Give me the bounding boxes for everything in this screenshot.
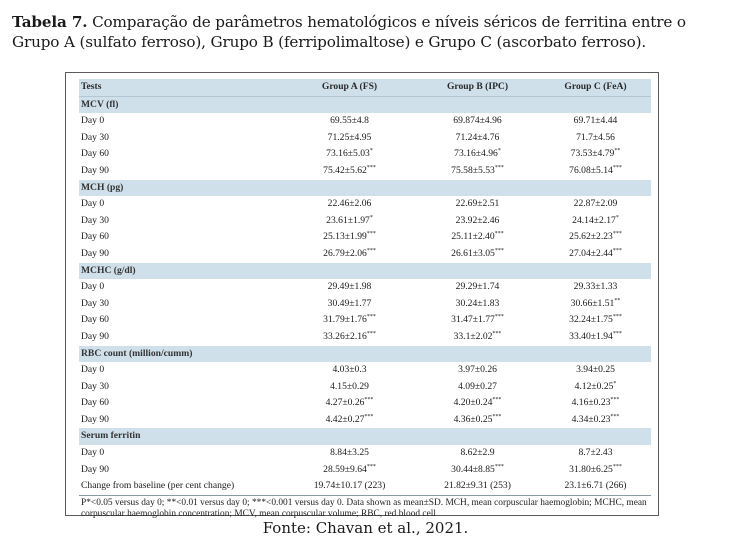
cell-value: 23.1±6.71 (266)	[564, 480, 627, 492]
cell-group-a	[284, 379, 415, 396]
significance-marker: *	[369, 214, 373, 221]
section-header-row	[79, 346, 651, 363]
cell-value: 4.03±0.3	[332, 364, 367, 376]
cell-group-b	[415, 146, 540, 163]
cell-value: 32.24±1.75	[569, 314, 613, 326]
table-row	[79, 229, 651, 246]
significance-marker: *	[613, 380, 617, 387]
cell-group-b	[415, 329, 540, 346]
table-row	[79, 462, 651, 479]
significance-marker: ***	[494, 247, 504, 254]
row-label: Day 0	[81, 198, 105, 210]
header-group-b: Group B (IPC)	[446, 81, 509, 92]
table-row	[79, 329, 651, 346]
cell-value: 4.09±0.27	[458, 380, 497, 392]
table-figure	[65, 72, 659, 520]
table-row	[79, 362, 651, 379]
cell-group-b	[415, 163, 540, 180]
table-row	[79, 379, 651, 396]
significance-marker: ***	[610, 413, 620, 420]
cell-value: 33.1±2.02	[453, 330, 493, 342]
cell-group-b	[415, 196, 540, 213]
cell-value: 73.16±5.03	[326, 148, 370, 160]
section-header-row	[79, 180, 651, 197]
cell-group-b	[415, 362, 540, 379]
table-row	[79, 279, 651, 296]
cell-group-c	[540, 462, 651, 479]
significance-marker: ***	[492, 397, 502, 404]
cell-value: 27.04±2.44	[569, 247, 613, 259]
row-label: Day 30	[81, 297, 109, 309]
cell-group-b	[415, 229, 540, 246]
significance-marker: *	[497, 148, 501, 155]
cell-group-a	[284, 196, 415, 213]
cell-value: 3.97±0.26	[458, 364, 497, 376]
cell-group-c	[540, 478, 651, 495]
cell-value: 71.25±4.95	[327, 131, 372, 143]
caption-label: Tabela 7.	[12, 13, 88, 31]
row-label: Day 30	[81, 380, 109, 392]
cell-group-c	[540, 279, 651, 296]
hematology-table	[79, 79, 651, 495]
cell-value: 24.14±2.17	[572, 214, 616, 226]
row-label: Day 0	[81, 364, 105, 376]
table-row	[79, 395, 651, 412]
row-label: Day 60	[81, 231, 109, 243]
cell-value: 71.7±4.56	[576, 131, 615, 143]
table-caption	[12, 12, 724, 52]
cell-group-c	[540, 445, 651, 462]
cell-group-c	[540, 163, 651, 180]
cell-value: 75.58±5.53	[451, 164, 495, 176]
cell-value: 31.79±1.76	[323, 314, 367, 326]
table-header-row	[79, 79, 651, 96]
row-label: Change from baseline (per cent change)	[81, 480, 235, 492]
cell-value: 71.24±4.76	[455, 131, 500, 143]
section-title: Serum ferritin	[79, 428, 651, 445]
significance-marker: ***	[366, 247, 376, 254]
cell-value: 4.12±0.25	[574, 380, 614, 392]
cell-group-a	[284, 113, 415, 130]
significance-marker: ***	[612, 330, 622, 337]
row-label: Day 60	[81, 148, 109, 160]
significance-marker: *	[615, 214, 619, 221]
cell-value: 4.36±0.25	[453, 413, 493, 425]
cell-group-a	[284, 229, 415, 246]
cell-group-a	[284, 146, 415, 163]
cell-value: 33.26±2.16	[323, 330, 367, 342]
cell-group-c	[540, 379, 651, 396]
cell-group-a	[284, 478, 415, 495]
significance-marker: ***	[366, 463, 376, 470]
significance-marker: ***	[610, 397, 620, 404]
significance-marker: **	[614, 148, 621, 155]
table-row	[79, 296, 651, 313]
cell-group-a	[284, 462, 415, 479]
source-citation: Fonte: Chavan et al., 2021.	[262, 519, 469, 537]
section-title: RBC count (million/cumm)	[79, 346, 651, 363]
cell-value: 69.71±4.44	[573, 115, 618, 127]
cell-group-b	[415, 478, 540, 495]
significance-marker: *	[369, 148, 373, 155]
cell-value: 33.40±1.94	[569, 330, 613, 342]
cell-group-a	[284, 130, 415, 147]
row-label: Day 60	[81, 397, 109, 409]
cell-group-a	[284, 213, 415, 230]
significance-marker: ***	[364, 413, 374, 420]
header-group-c: Group C (FeA)	[564, 81, 627, 92]
table-row	[79, 445, 651, 462]
cell-group-b	[415, 462, 540, 479]
row-label: Day 30	[81, 131, 109, 143]
table-row	[79, 113, 651, 130]
section-title: MCH (pg)	[79, 180, 651, 197]
cell-group-b	[415, 213, 540, 230]
cell-value: 22.87±2.09	[573, 198, 618, 210]
significance-marker: **	[614, 297, 621, 304]
cell-value: 69.55±4.8	[330, 115, 369, 127]
significance-marker: ***	[366, 231, 376, 238]
cell-group-c	[540, 312, 651, 329]
cell-group-c	[540, 296, 651, 313]
cell-value: 4.16±0.23	[571, 397, 611, 409]
cell-group-c	[540, 113, 651, 130]
cell-value: 3.94±0.25	[576, 364, 615, 376]
cell-group-c	[540, 246, 651, 263]
cell-value: 8.84±3.25	[330, 447, 369, 459]
header-tests: Tests	[81, 81, 102, 92]
cell-value: 4.20±0.24	[453, 397, 493, 409]
cell-value: 29.33±1.33	[573, 281, 618, 293]
cell-value: 30.44±8.85	[451, 463, 495, 475]
significance-marker: ***	[492, 330, 502, 337]
table-row	[79, 412, 651, 429]
cell-value: 73.16±4.96	[454, 148, 498, 160]
cell-value: 22.46±2.06	[327, 198, 372, 210]
cell-value: 4.42±0.27	[325, 413, 365, 425]
row-label: Day 0	[81, 115, 105, 127]
section-title: MCV (fl)	[79, 96, 651, 113]
cell-group-c	[540, 196, 651, 213]
cell-value: 25.13±1.99	[323, 231, 367, 243]
cell-value: 29.29±1.74	[455, 281, 500, 293]
cell-group-c	[540, 412, 651, 429]
cell-value: 31.80±6.25	[569, 463, 613, 475]
cell-group-c	[540, 146, 651, 163]
table-row	[79, 130, 651, 147]
cell-group-b	[415, 312, 540, 329]
section-header-row	[79, 96, 651, 113]
table-row	[79, 146, 651, 163]
significance-marker: ***	[366, 314, 376, 321]
cell-group-a	[284, 395, 415, 412]
cell-value: 69.874±4.96	[453, 115, 502, 127]
cell-group-b	[415, 279, 540, 296]
significance-marker: ***	[494, 231, 504, 238]
table-row	[79, 163, 651, 180]
cell-value: 73.53±4.79	[570, 148, 615, 160]
cell-value: 25.62±2.23	[569, 231, 613, 243]
cell-value: 25.11±2.40	[451, 231, 495, 243]
table-body	[79, 96, 651, 495]
cell-value: 4.34±0.23	[571, 413, 611, 425]
row-label: Day 90	[81, 164, 109, 176]
significance-marker: ***	[492, 413, 502, 420]
cell-value: 26.79±2.06	[323, 247, 367, 259]
row-label: Day 30	[81, 214, 109, 226]
cell-value: 4.27±0.26	[325, 397, 365, 409]
significance-marker: ***	[612, 314, 622, 321]
cell-group-a	[284, 445, 415, 462]
cell-group-c	[540, 362, 651, 379]
row-label: Day 90	[81, 330, 109, 342]
cell-group-a	[284, 362, 415, 379]
table-row	[79, 196, 651, 213]
significance-marker: ***	[494, 164, 504, 171]
row-label: Day 90	[81, 463, 109, 475]
cell-group-a	[284, 163, 415, 180]
row-label: Day 0	[81, 281, 105, 293]
table-footnote: P*<0.05 versus day 0; **<0.01 versus day 0; ***<0.001 versus day 0. Data shown as mean±SD. MCH, mean corpuscular haemoglobin; MCHC, mean corpuscular haemoglobin concentration; MCV, mean corpuscular volume; RBC, red blood cell	[79, 495, 651, 521]
cell-value: 23.61±1.97	[326, 214, 370, 226]
significance-marker: ***	[366, 164, 376, 171]
cell-value: 28.59±9.64	[323, 463, 367, 475]
cell-group-b	[415, 113, 540, 130]
cell-group-a	[284, 312, 415, 329]
cell-value: 8.7±2.43	[578, 447, 613, 459]
cell-value: 30.66±1.51	[570, 297, 615, 309]
cell-value: 30.24±1.83	[455, 297, 500, 309]
row-label: Day 90	[81, 413, 109, 425]
cell-value: 75.42±5.62	[323, 164, 367, 176]
cell-value: 8.62±2.9	[460, 447, 495, 459]
cell-value: 29.49±1.98	[327, 281, 372, 293]
cell-group-a	[284, 246, 415, 263]
cell-group-b	[415, 445, 540, 462]
cell-value: 4.15±0.29	[330, 380, 369, 392]
cell-value: 26.61±3.05	[451, 247, 495, 259]
header-group-a: Group A (FS)	[321, 81, 378, 92]
cell-value: 21.82±9.31 (253)	[444, 480, 511, 492]
significance-marker: ***	[612, 164, 622, 171]
cell-group-b	[415, 246, 540, 263]
significance-marker: ***	[494, 463, 504, 470]
cell-group-b	[415, 412, 540, 429]
cell-group-b	[415, 395, 540, 412]
cell-group-c	[540, 213, 651, 230]
cell-group-c	[540, 395, 651, 412]
cell-group-c	[540, 130, 651, 147]
table-row	[79, 312, 651, 329]
caption-text: Comparação de parâmetros hematológicos e níveis séricos de ferritina entre o Grupo A (sulfato ferroso), Grupo B (ferripolimaltose) e Grupo C (ascorbato ferroso).	[12, 13, 686, 51]
cell-group-b	[415, 130, 540, 147]
row-label: Day 0	[81, 447, 105, 459]
cell-value: 19.74±10.17 (223)	[313, 480, 386, 492]
cell-group-a	[284, 279, 415, 296]
significance-marker: ***	[612, 231, 622, 238]
cell-group-b	[415, 296, 540, 313]
row-label: Day 90	[81, 247, 109, 259]
table-row	[79, 246, 651, 263]
cell-value: 23.92±2.46	[455, 214, 500, 226]
cell-value: 31.47±1.77	[451, 314, 495, 326]
table-row	[79, 478, 651, 495]
significance-marker: ***	[612, 463, 622, 470]
cell-value: 30.49±1.77	[327, 297, 372, 309]
section-header-row	[79, 428, 651, 445]
table-row	[79, 213, 651, 230]
cell-group-a	[284, 296, 415, 313]
cell-group-a	[284, 329, 415, 346]
row-label: Day 60	[81, 314, 109, 326]
section-header-row	[79, 263, 651, 280]
significance-marker: ***	[494, 314, 504, 321]
significance-marker: ***	[364, 397, 374, 404]
cell-group-c	[540, 229, 651, 246]
cell-group-b	[415, 379, 540, 396]
significance-marker: ***	[366, 330, 376, 337]
significance-marker: ***	[612, 247, 622, 254]
cell-value: 76.08±5.14	[569, 164, 613, 176]
cell-value: 22.69±2.51	[455, 198, 500, 210]
section-title: MCHC (g/dl)	[79, 263, 651, 280]
cell-group-c	[540, 329, 651, 346]
cell-group-a	[284, 412, 415, 429]
